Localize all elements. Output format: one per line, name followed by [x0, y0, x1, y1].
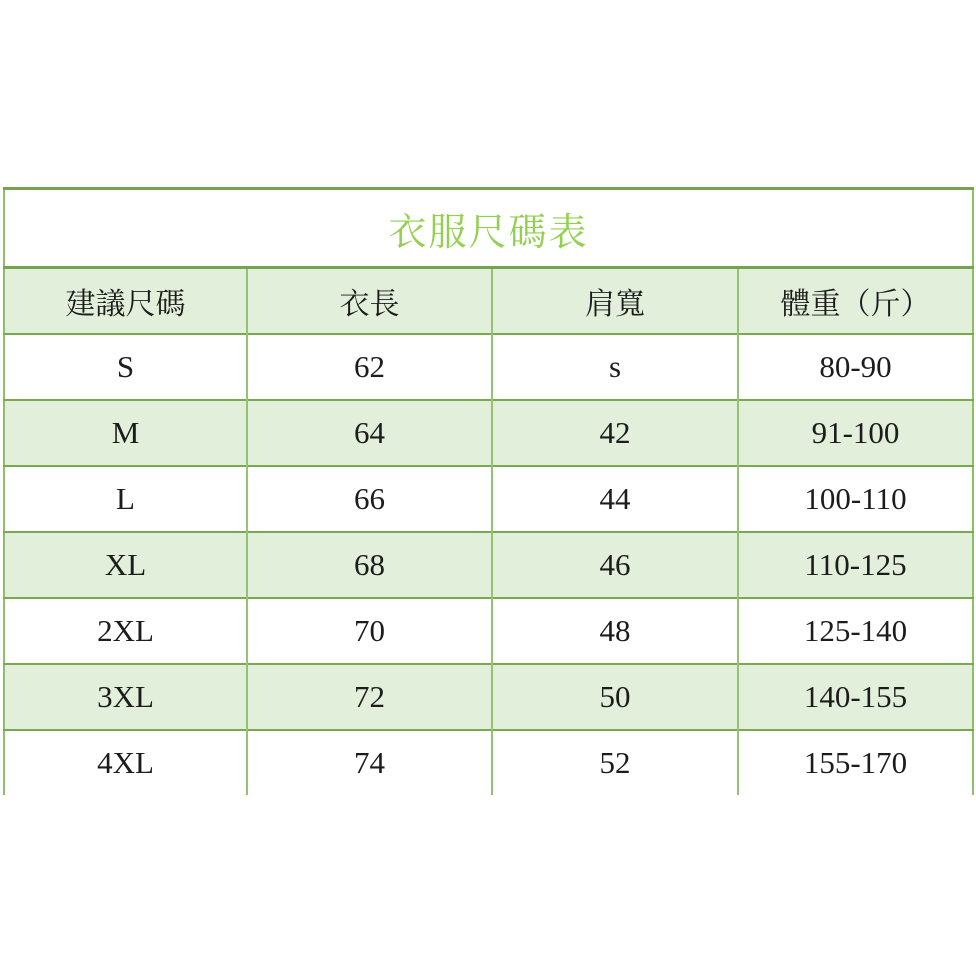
- cell-shoulder: 50: [492, 664, 738, 730]
- table-row-4xl: [4, 730, 973, 795]
- table-row-2xl: [4, 598, 973, 664]
- table-row-m: [4, 400, 973, 466]
- size-chart-table: [3, 187, 974, 795]
- table-row-3xl: [4, 664, 973, 730]
- cell-shoulder: 44: [492, 466, 738, 532]
- cell-size: 2XL: [4, 598, 247, 664]
- cell-weight: 100-110: [738, 466, 973, 532]
- cell-length: 70: [247, 598, 492, 664]
- cell-size: 4XL: [4, 730, 247, 795]
- cell-length: 72: [247, 664, 492, 730]
- table-title: 衣服尺碼表: [4, 189, 973, 268]
- table-title-row: [4, 189, 973, 268]
- col-header-weight-jin: 體重（斤）: [738, 268, 973, 335]
- cell-length: 62: [247, 334, 492, 400]
- cell-weight: 140-155: [738, 664, 973, 730]
- cell-size: XL: [4, 532, 247, 598]
- col-header-suggested-size: 建議尺碼: [4, 268, 247, 335]
- col-header-garment-length: 衣長: [247, 268, 492, 335]
- cell-weight: 110-125: [738, 532, 973, 598]
- cell-shoulder: 42: [492, 400, 738, 466]
- cell-shoulder: 46: [492, 532, 738, 598]
- cell-shoulder: 48: [492, 598, 738, 664]
- cell-shoulder: 52: [492, 730, 738, 795]
- cell-weight: 80-90: [738, 334, 973, 400]
- table-row-l: [4, 466, 973, 532]
- table-header-row: [4, 268, 973, 335]
- cell-size: S: [4, 334, 247, 400]
- cell-length: 74: [247, 730, 492, 795]
- cell-weight: 125-140: [738, 598, 973, 664]
- cell-size: 3XL: [4, 664, 247, 730]
- table-row-xl: [4, 532, 973, 598]
- cell-weight: 155-170: [738, 730, 973, 795]
- cell-shoulder: s: [492, 334, 738, 400]
- cell-length: 64: [247, 400, 492, 466]
- cell-length: 68: [247, 532, 492, 598]
- cell-weight: 91-100: [738, 400, 973, 466]
- col-header-shoulder-width: 肩寬: [492, 268, 738, 335]
- cell-size: M: [4, 400, 247, 466]
- cell-size: L: [4, 466, 247, 532]
- cell-length: 66: [247, 466, 492, 532]
- table-row-s: [4, 334, 973, 400]
